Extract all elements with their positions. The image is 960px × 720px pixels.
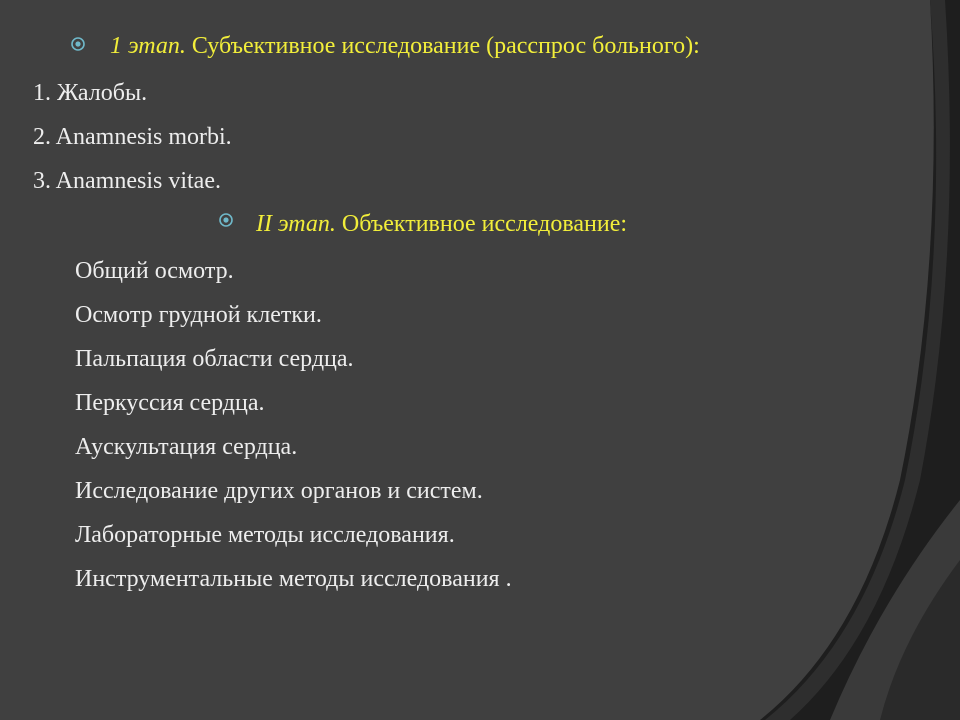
circle-bullet-icon [218,212,234,228]
circle-bullet-icon [70,36,86,52]
stage2-item: Общий осмотр. [75,258,234,284]
stage2-item: Пальпация области сердца. [75,346,354,372]
stage1-text: Субъективное исследование (расспрос больного): [185,33,700,59]
stage1-item: 1. Жалобы. [33,80,148,106]
stage2-item: Аускультация сердца. [75,434,298,460]
stage2-label: II этап. [256,211,336,237]
stage2-heading [256,209,627,239]
stage1-heading [110,31,700,61]
stage2-item: Лабораторные методы исследования. [75,522,455,548]
stage2-item: Перкуссия сердца. [75,390,265,416]
stage2-item: Исследование других органов и систем. [75,478,483,504]
stage1-item: 2. Anamnesis morbi. [33,124,232,150]
stage2-item: Осмотр грудной клетки. [75,302,322,328]
stage2-item: Инструментальные методы исследования . [75,566,512,592]
stage1-label: 1 этап. [110,33,186,59]
stage1-item: 3. Anamnesis vitae. [33,168,221,194]
stage2-text: Объективное исследование: [335,211,628,237]
